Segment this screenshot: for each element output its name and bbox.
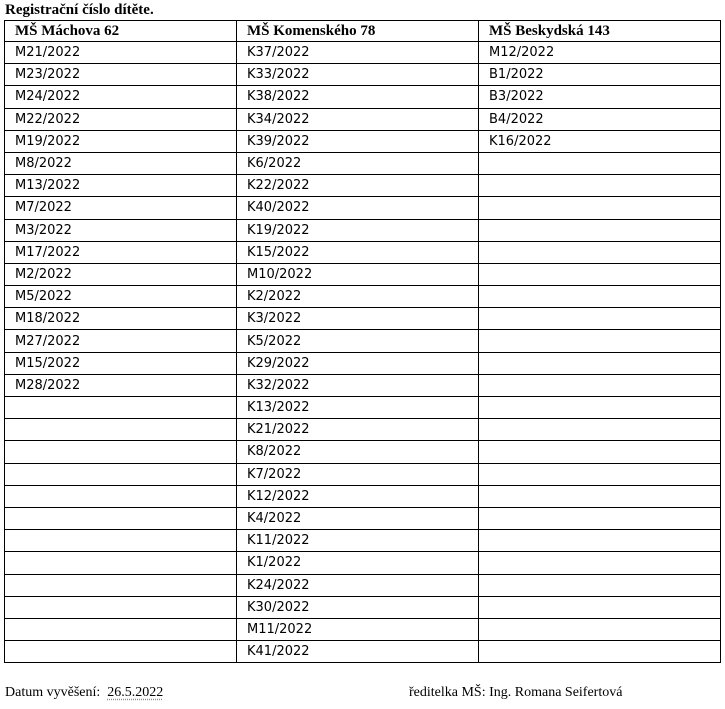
registration-cell-machova: [5, 507, 237, 529]
registration-cell-komenskeho: K33/2022: [237, 64, 479, 86]
registration-cell-machova: M15/2022: [5, 352, 237, 374]
table-row: [5, 618, 721, 640]
table-row: [5, 330, 721, 352]
registration-cell-komenskeho: K22/2022: [237, 175, 479, 197]
registration-cell-komenskeho: K19/2022: [237, 219, 479, 241]
table-row: [5, 152, 721, 174]
registration-cell-komenskeho: K32/2022: [237, 374, 479, 396]
registration-cell-machova: M28/2022: [5, 374, 237, 396]
registration-cell-beskydska: [479, 641, 721, 663]
registration-cell-beskydska: [479, 552, 721, 574]
registration-cell-beskydska: [479, 308, 721, 330]
registration-cell-komenskeho: K3/2022: [237, 308, 479, 330]
registration-cell-komenskeho: K41/2022: [237, 641, 479, 663]
registration-cell-machova: M22/2022: [5, 108, 237, 130]
director-signature: ředitelka MŠ: Ing. Romana Seifertová: [409, 685, 623, 700]
registration-cell-beskydska: [479, 241, 721, 263]
table-row: [5, 263, 721, 285]
registration-cell-machova: M2/2022: [5, 263, 237, 285]
registration-cell-beskydska: K16/2022: [479, 130, 721, 152]
table-row: [5, 241, 721, 263]
registration-cell-machova: [5, 641, 237, 663]
table-row: [5, 197, 721, 219]
registration-cell-komenskeho: M11/2022: [237, 618, 479, 640]
registration-cell-machova: [5, 419, 237, 441]
registration-cell-komenskeho: K7/2022: [237, 463, 479, 485]
registration-cell-komenskeho: K8/2022: [237, 441, 479, 463]
table-row: [5, 596, 721, 618]
registration-cell-machova: [5, 397, 237, 419]
table-row: [5, 286, 721, 308]
table-row: [5, 507, 721, 529]
registration-cell-komenskeho: K37/2022: [237, 42, 479, 64]
registration-cell-beskydska: [479, 286, 721, 308]
registration-cell-komenskeho: K40/2022: [237, 197, 479, 219]
table-row: [5, 530, 721, 552]
registration-cell-beskydska: [479, 330, 721, 352]
registration-cell-machova: M24/2022: [5, 86, 237, 108]
registration-cell-komenskeho: K15/2022: [237, 241, 479, 263]
posting-date: [5, 685, 163, 701]
registration-cell-machova: [5, 552, 237, 574]
registration-cell-beskydska: M12/2022: [479, 42, 721, 64]
registration-cell-komenskeho: K1/2022: [237, 552, 479, 574]
registration-cell-komenskeho: K4/2022: [237, 507, 479, 529]
registration-cell-beskydska: [479, 219, 721, 241]
registration-cell-komenskeho: K24/2022: [237, 574, 479, 596]
text-cursor: [720, 288, 721, 306]
table-row: [5, 64, 721, 86]
table-row: [5, 130, 721, 152]
registration-cell-komenskeho: K2/2022: [237, 286, 479, 308]
registration-cell-beskydska: B3/2022: [479, 86, 721, 108]
registration-cell-machova: [5, 463, 237, 485]
registration-cell-beskydska: [479, 574, 721, 596]
registration-cell-machova: M19/2022: [5, 130, 237, 152]
registration-cell-komenskeho: K11/2022: [237, 530, 479, 552]
registration-cell-beskydska: [479, 352, 721, 374]
table-row: [5, 397, 721, 419]
table-row: [5, 108, 721, 130]
registration-cell-komenskeho: K30/2022: [237, 596, 479, 618]
table-row: [5, 42, 721, 64]
registration-table: [4, 20, 721, 663]
registration-cell-beskydska: [479, 175, 721, 197]
registration-cell-beskydska: [479, 397, 721, 419]
posting-date-label: Datum vyvěšení:: [5, 685, 101, 700]
registration-cell-beskydska: [479, 596, 721, 618]
registration-cell-komenskeho: K12/2022: [237, 485, 479, 507]
table-row: [5, 219, 721, 241]
registration-cell-beskydska: [479, 463, 721, 485]
registration-cell-beskydska: [479, 530, 721, 552]
registration-cell-beskydska: B1/2022: [479, 64, 721, 86]
registration-cell-komenskeho: K34/2022: [237, 108, 479, 130]
column-header-beskydska: MŠ Beskydská 143: [479, 21, 721, 42]
registration-cell-beskydska: B4/2022: [479, 108, 721, 130]
table-row: [5, 463, 721, 485]
registration-cell-beskydska: [479, 152, 721, 174]
table-header-row: [5, 21, 721, 42]
table-row: [5, 352, 721, 374]
table-row: [5, 175, 721, 197]
document-title: Registrační číslo dítěte.: [5, 2, 154, 18]
table-row: [5, 641, 721, 663]
registration-cell-machova: [5, 485, 237, 507]
registration-cell-beskydska: [479, 197, 721, 219]
registration-cell-machova: M23/2022: [5, 64, 237, 86]
table-row: [5, 574, 721, 596]
table-row: [5, 485, 721, 507]
column-header-komenskeho: MŠ Komenského 78: [237, 21, 479, 42]
registration-cell-machova: M17/2022: [5, 241, 237, 263]
registration-cell-beskydska: [479, 441, 721, 463]
registration-cell-machova: M13/2022: [5, 175, 237, 197]
registration-cell-machova: M5/2022: [5, 286, 237, 308]
table-row: [5, 86, 721, 108]
registration-cell-beskydska: [479, 485, 721, 507]
registration-cell-machova: [5, 530, 237, 552]
registration-cell-beskydska: [479, 618, 721, 640]
registration-cell-machova: [5, 618, 237, 640]
registration-cell-beskydska: [479, 374, 721, 396]
registration-cell-beskydska: [479, 419, 721, 441]
registration-cell-komenskeho: K38/2022: [237, 86, 479, 108]
registration-cell-machova: M7/2022: [5, 197, 237, 219]
registration-cell-komenskeho: K5/2022: [237, 330, 479, 352]
registration-cell-machova: [5, 596, 237, 618]
registration-cell-machova: M3/2022: [5, 219, 237, 241]
registration-cell-komenskeho: K29/2022: [237, 352, 479, 374]
table-row: [5, 552, 721, 574]
table-row: [5, 441, 721, 463]
registration-cell-beskydska: [479, 263, 721, 285]
registration-cell-machova: M8/2022: [5, 152, 237, 174]
column-header-machova: MŠ Máchova 62: [5, 21, 237, 42]
registration-cell-machova: [5, 574, 237, 596]
table-row: [5, 419, 721, 441]
registration-cell-machova: M21/2022: [5, 42, 237, 64]
registration-cell-komenskeho: K21/2022: [237, 419, 479, 441]
registration-cell-komenskeho: M10/2022: [237, 263, 479, 285]
registration-cell-komenskeho: K6/2022: [237, 152, 479, 174]
table-row: [5, 374, 721, 396]
registration-cell-komenskeho: K13/2022: [237, 397, 479, 419]
registration-cell-machova: M27/2022: [5, 330, 237, 352]
registration-cell-machova: [5, 441, 237, 463]
posting-date-value: 26.5.2022: [107, 685, 164, 700]
registration-cell-komenskeho: K39/2022: [237, 130, 479, 152]
registration-cell-beskydska: [479, 507, 721, 529]
registration-cell-machova: M18/2022: [5, 308, 237, 330]
table-row: [5, 308, 721, 330]
